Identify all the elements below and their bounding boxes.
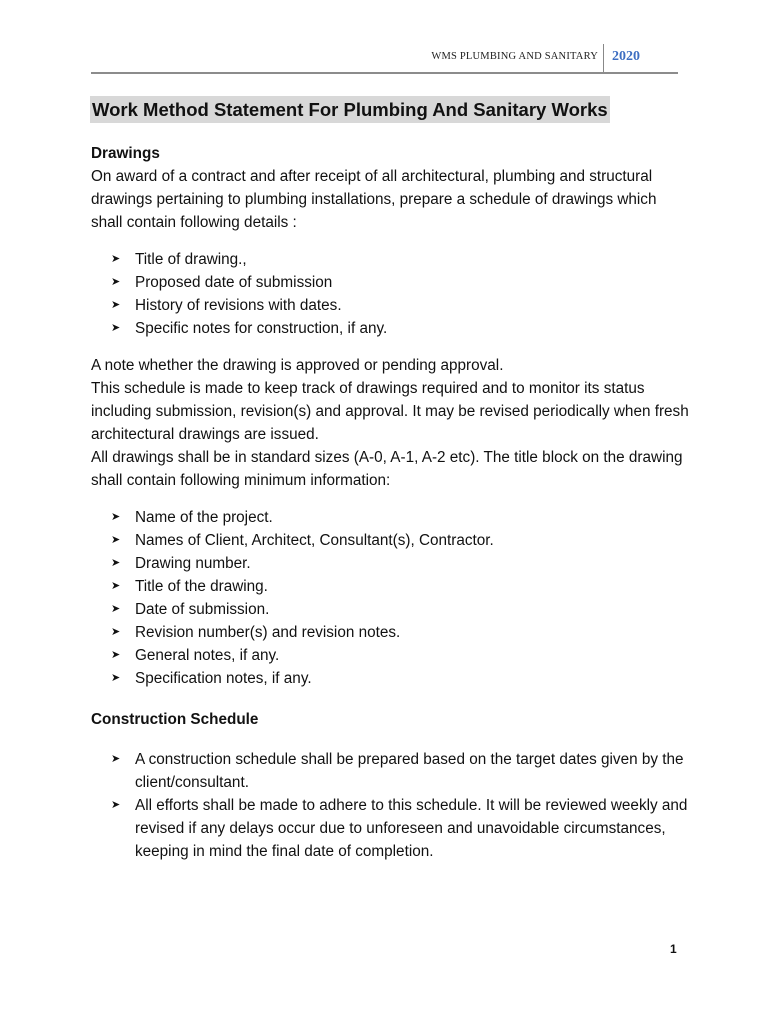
list-item-text: Specific notes for construction, if any. [135, 320, 388, 337]
list-item [91, 248, 691, 271]
approval-note: A note whether the drawing is approved or pending approval. [91, 357, 504, 374]
header-separator [603, 44, 604, 74]
section-heading-drawings: Drawings [91, 145, 160, 162]
drawing-details-list [91, 248, 691, 340]
running-header-title: WMS PLUMBING AND SANITARY [431, 51, 598, 62]
drawings-intro-paragraph: On award of a contract and after receipt of all architectural, plumbing and structural drawings pertaining to plumbing installations, prepare a schedule of drawings which shall contain following details : [91, 168, 657, 231]
list-item-text: Date of submission. [135, 601, 270, 618]
bullet-arrow-icon: ➤ [111, 580, 121, 592]
list-item [91, 506, 691, 529]
list-item [91, 598, 691, 621]
list-item [91, 317, 691, 340]
list-item [91, 575, 691, 598]
list-item [91, 748, 691, 794]
list-item-text: All efforts shall be made to adhere to this schedule. It will be reviewed weekly and revised if any delays occur due to unforeseen and unavoidable circumstances, keeping in mind the final date of completion. [135, 797, 688, 860]
construction-schedule-list [91, 748, 691, 863]
bullet-arrow-icon: ➤ [111, 649, 121, 661]
list-item [91, 294, 691, 317]
list-item-text: Drawing number. [135, 555, 251, 572]
bullet-arrow-icon: ➤ [111, 753, 121, 765]
bullet-arrow-icon: ➤ [111, 534, 121, 546]
document-title: Work Method Statement For Plumbing And Sanitary Works [90, 96, 610, 123]
list-item [91, 644, 691, 667]
bullet-arrow-icon: ➤ [111, 253, 121, 265]
bullet-arrow-icon: ➤ [111, 276, 121, 288]
bullet-arrow-icon: ➤ [111, 322, 121, 334]
title-block-list [91, 506, 691, 690]
list-item [91, 552, 691, 575]
schedule-purpose-paragraph: This schedule is made to keep track of drawings required and to monitor its status including submission, revision(s) and approval. It may be revised periodically when fresh architectural drawings are issued. [91, 380, 689, 443]
running-header-year: 2020 [612, 49, 640, 64]
section-heading-construction-schedule: Construction Schedule [91, 711, 259, 728]
list-item-text: General notes, if any. [135, 647, 280, 664]
bullet-arrow-icon: ➤ [111, 672, 121, 684]
list-item-text: Title of drawing., [135, 251, 247, 268]
bullet-arrow-icon: ➤ [111, 557, 121, 569]
list-item [91, 271, 691, 294]
bullet-arrow-icon: ➤ [111, 511, 121, 523]
header-rule [91, 72, 678, 74]
list-item-text: History of revisions with dates. [135, 297, 342, 314]
list-item [91, 529, 691, 552]
bullet-arrow-icon: ➤ [111, 299, 121, 311]
list-item-text: Proposed date of submission [135, 274, 333, 291]
bullet-arrow-icon: ➤ [111, 603, 121, 615]
list-item-text: Title of the drawing. [135, 578, 268, 595]
list-item [91, 667, 691, 690]
list-item [91, 794, 691, 863]
list-item [91, 621, 691, 644]
drawing-sizes-paragraph: All drawings shall be in standard sizes (A-0, A-1, A-2 etc). The title block on the drawing shall contain following minimum information: [91, 449, 683, 489]
bullet-arrow-icon: ➤ [111, 626, 121, 638]
document-body [91, 142, 691, 863]
bullet-arrow-icon: ➤ [111, 799, 121, 811]
list-item-text: Specification notes, if any. [135, 670, 312, 687]
page-number: 1 [670, 942, 677, 956]
list-item-text: Revision number(s) and revision notes. [135, 624, 401, 641]
list-item-text: Names of Client, Architect, Consultant(s), Contractor. [135, 532, 494, 549]
list-item-text: A construction schedule shall be prepared based on the target dates given by the client/consultant. [135, 751, 684, 791]
list-item-text: Name of the project. [135, 509, 273, 526]
